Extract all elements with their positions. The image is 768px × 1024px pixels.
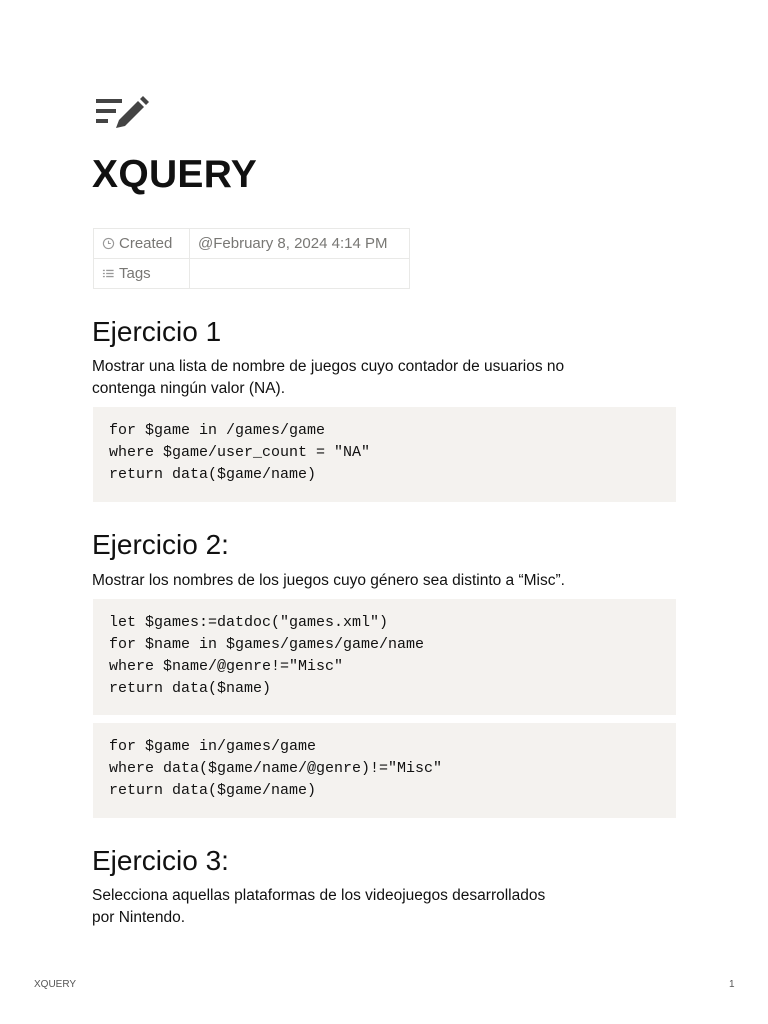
list-icon <box>102 267 115 280</box>
section-text <box>92 570 652 592</box>
text-line: contenga ningún valor (NA). <box>92 380 286 397</box>
property-key <box>94 259 190 289</box>
code-block[interactable] <box>93 599 676 715</box>
text-line: Selecciona aquellas plataformas de los videojuegos desarrollados <box>92 887 546 904</box>
section-heading: Ejercicio 3: <box>92 845 229 876</box>
code-block[interactable] <box>93 723 676 818</box>
footer-title: XQUERY <box>34 979 77 990</box>
code-block[interactable] <box>93 407 676 502</box>
section-heading: Ejercicio 2: <box>92 529 229 560</box>
section-heading: Ejercicio 1 <box>92 316 222 347</box>
property-key-label: Created <box>119 235 173 252</box>
property-value-tags[interactable] <box>190 259 410 289</box>
property-key-label: Tags <box>119 265 151 282</box>
page-number: 1 <box>729 979 735 990</box>
section-text <box>92 356 612 400</box>
property-row-tags <box>94 259 410 289</box>
code-line: return data($name) <box>109 680 272 697</box>
text-line: Mostrar una lista de nombre de juegos cuyo contador de usuarios no <box>92 358 565 375</box>
code-line: return data($game/name) <box>109 782 317 799</box>
code-line: where $name/@genre!="Misc" <box>109 658 344 675</box>
code-line: where data($game/name/@genre)!="Misc" <box>109 760 443 777</box>
code-line: where $game/user_count = "NA" <box>109 444 371 461</box>
clock-icon <box>102 237 115 250</box>
property-value-created[interactable]: @February 8, 2024 4:14 PM <box>190 229 410 259</box>
code-line: for $game in /games/game <box>109 422 326 439</box>
properties-table <box>93 228 410 289</box>
text-line: Mostrar los nombres de los juegos cuyo género sea distinto a “Misc”. <box>92 572 565 589</box>
page-title: XQUERY <box>92 153 258 196</box>
text-line: por Nintendo. <box>92 909 186 926</box>
code-line: return data($game/name) <box>109 466 317 483</box>
property-key <box>94 229 190 259</box>
section-text <box>92 885 612 929</box>
code-line: let $games:=datdoc("games.xml") <box>109 614 389 631</box>
code-line: for $name in $games/games/game/name <box>109 636 425 653</box>
property-row-created <box>94 229 410 259</box>
code-line: for $game in/games/game <box>109 738 317 755</box>
edit-page-icon <box>94 96 150 132</box>
